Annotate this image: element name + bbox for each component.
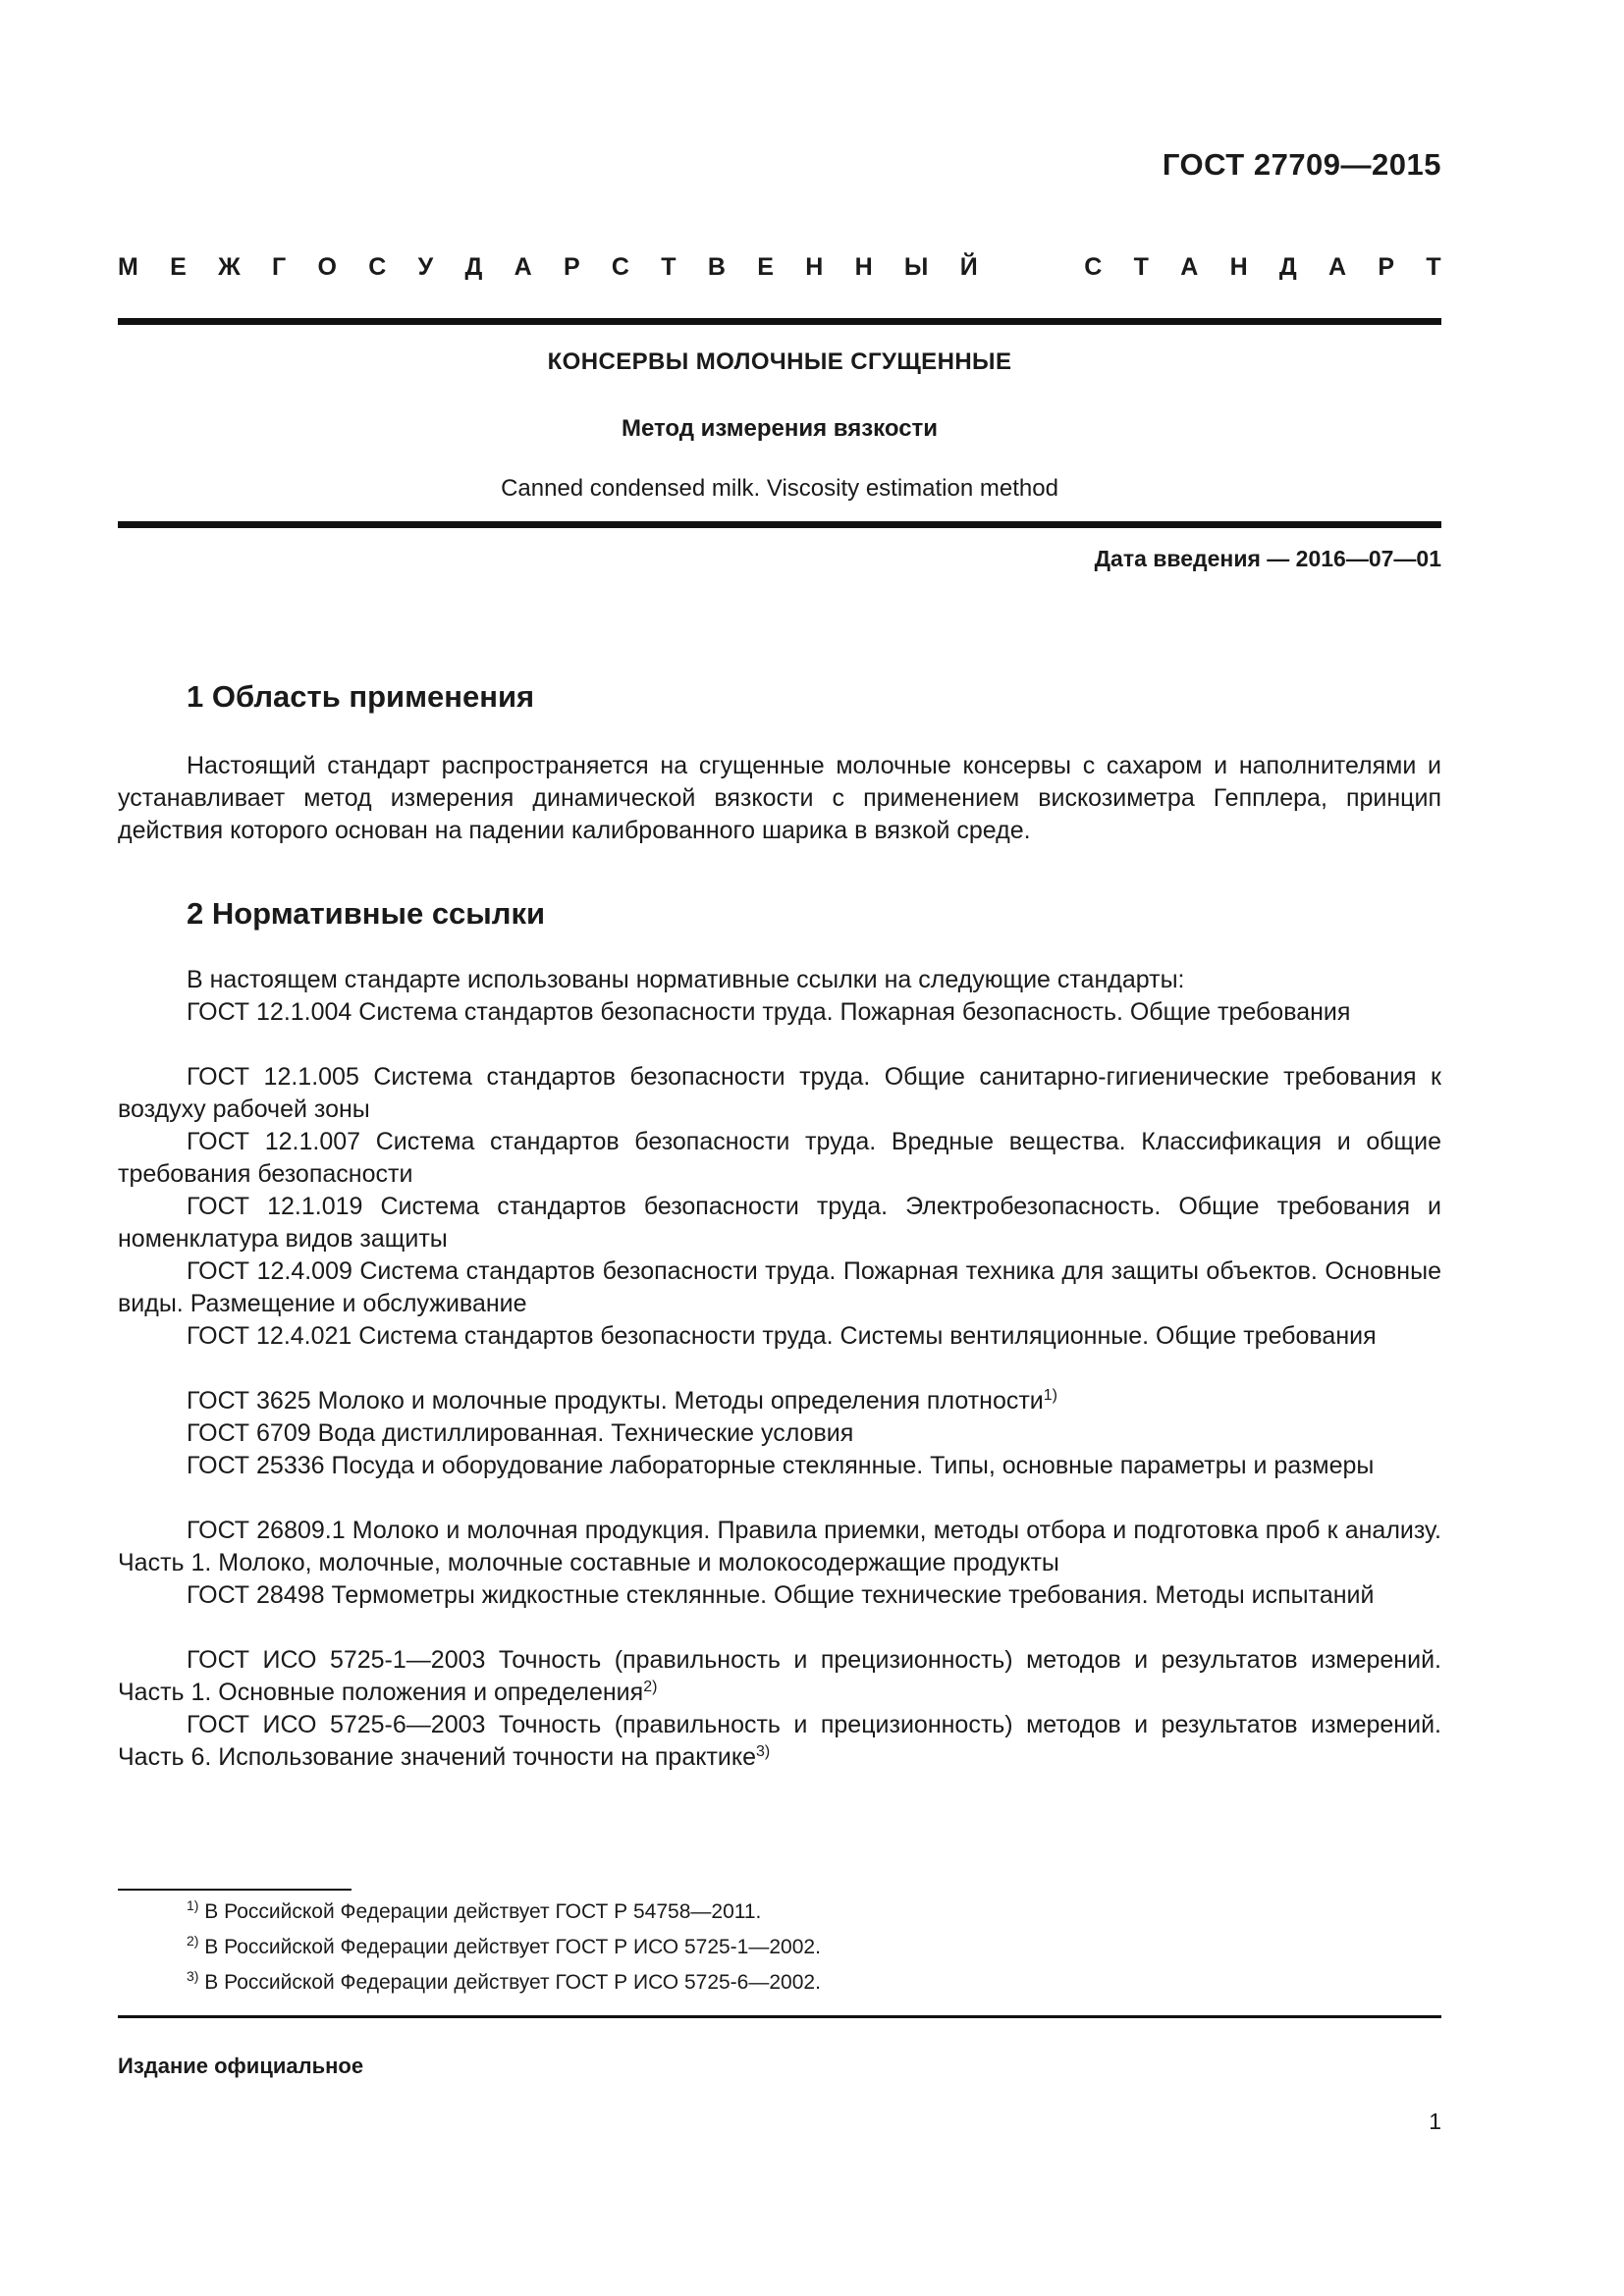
footnote-separator	[118, 1889, 352, 1891]
standard-type-letter: В	[707, 253, 726, 281]
reference-item: ГОСТ 12.4.021 Система стандартов безопасности труда. Системы вентиляционные. Общие требования	[187, 1322, 1377, 1350]
standard-type-letter: А	[1328, 253, 1347, 281]
section-heading-scope: 1 Область применения	[187, 679, 535, 714]
standard-type-letter: Р	[1378, 253, 1395, 281]
footnote-mark: 3)	[187, 1968, 199, 1984]
footnote-marker: 2)	[643, 1679, 658, 1695]
standard-type-letter: С	[1084, 253, 1103, 281]
standard-type-letter: Н	[854, 253, 873, 281]
page-number: 1	[1429, 2109, 1441, 2134]
scope-paragraph: Настоящий стандарт распространяется на сгущенные молочные консервы с сахаром и наполнителями и устанавливает метод измерения динамической вязкости с применением вискозиметра Гепплера, принцип действия которого основан на падении калиброванного шарика в вязкой среде.	[118, 752, 1441, 844]
standard-type-letter: Й	[959, 253, 978, 281]
standard-type-letter: Д	[464, 253, 483, 281]
document-title: КОНСЕРВЫ МОЛОЧНЫЕ СГУЩЕННЫЕ	[547, 348, 1012, 375]
footnote: $^{2)}$ В Российской Федерации действует ГОСТ Р ИСО 5725-1—2002.	[187, 1933, 821, 1958]
document-number: ГОСТ 27709—2015	[1162, 147, 1441, 182]
reference-item: ГОСТ 6709 Вода дистиллированная. Технические условия	[187, 1419, 854, 1447]
document-subtitle: Метод измерения вязкости	[621, 415, 939, 442]
standard-type-word-gap	[1009, 253, 1053, 282]
edition-label: Издание официальное	[118, 2054, 364, 2078]
standard-type-letter: Р	[563, 253, 580, 281]
reference-item: ГОСТ 28498 Термометры жидкостные стеклянные. Общие технические требования. Методы испытаний	[187, 1581, 1375, 1609]
reference-item: ГОСТ 12.4.009 Система стандартов безопасности труда. Пожарная техника для защиты объектов. Основные виды. Размещение и обслуживание	[118, 1257, 1441, 1317]
reference-item: ГОСТ ИСО 5725-1—2003 Точность (правильность и прецизионность) методов и результатов измерений. Часть 1. Основные положения и определения$^{2)}$	[118, 1646, 1441, 1706]
standard-type-letter: Г	[272, 253, 287, 281]
standard-type-letter: Е	[757, 253, 774, 281]
standard-type-letter: А	[1180, 253, 1199, 281]
reference-item: ГОСТ 12.1.019 Система стандартов безопасности труда. Электробезопасность. Общие требования и номенклатура видов защиты	[118, 1193, 1441, 1253]
reference-item: ГОСТ 12.1.004 Система стандартов безопасности труда. Пожарная безопасность. Общие требования	[187, 998, 1351, 1026]
footnote: $^{3)}$ В Российской Федерации действует ГОСТ Р ИСО 5725-6—2002.	[187, 1968, 821, 1994]
standard-type-letter: Т	[1426, 253, 1441, 281]
footnote-marker: 3)	[755, 1743, 771, 1760]
footnote-marker: 1)	[1043, 1387, 1058, 1404]
standard-type-letter: С	[368, 253, 387, 281]
standard-type-letter: Н	[1229, 253, 1248, 281]
standard-type-letter: А	[514, 253, 532, 281]
standard-type-letter: У	[417, 253, 434, 281]
standard-type-heading	[118, 253, 1441, 282]
title-divider	[118, 521, 1441, 528]
standard-type-letter: Е	[170, 253, 187, 281]
footnote-mark: 2)	[187, 1933, 199, 1949]
document-title-english: Canned condensed milk. Viscosity estimation method	[501, 475, 1058, 502]
reference-item: ГОСТ 26809.1 Молоко и молочная продукция. Правила приемки, методы отбора и подготовка проб к анализу. Часть 1. Молоко, молочные, молочные составные и молокосодержащие продукты	[118, 1517, 1441, 1576]
reference-item: ГОСТ ИСО 5725-6—2003 Точность (правильность и прецизионность) методов и результатов измерений. Часть 6. Использование значений точности на практике$^{3)}$	[118, 1711, 1441, 1771]
standard-type-letter: С	[611, 253, 629, 281]
introduction-date: Дата введения — 2016—07—01	[1094, 546, 1441, 571]
standard-type-letter: Ж	[218, 253, 241, 281]
reference-item: ГОСТ 12.1.005 Система стандартов безопасности труда. Общие санитарно-гигиенические требования к воздуху рабочей зоны	[118, 1063, 1441, 1123]
reference-item: ГОСТ 25336 Посуда и оборудование лабораторные стеклянные. Типы, основные параметры и размеры	[187, 1452, 1375, 1479]
standard-type-letter: Д	[1278, 253, 1297, 281]
footer-divider	[118, 2015, 1441, 2018]
standard-type-letter: Т	[661, 253, 677, 281]
footnote-mark: 1)	[187, 1897, 199, 1913]
reference-item: ГОСТ 3625 Молоко и молочные продукты. Методы определения плотности$^{1)}$	[187, 1387, 1058, 1415]
standard-type-letter: М	[118, 253, 138, 281]
standard-type-letter: Ы	[903, 253, 929, 281]
reference-item: ГОСТ 12.1.007 Система стандартов безопасности труда. Вредные вещества. Классификация и общие требования безопасности	[118, 1128, 1441, 1188]
references-intro: В настоящем стандарте использованы нормативные ссылки на следующие стандарты:	[187, 966, 1185, 993]
standard-type-letter: Н	[805, 253, 824, 281]
header-divider	[118, 318, 1441, 325]
standard-type-letter: О	[317, 253, 337, 281]
section-heading-references: 2 Нормативные ссылки	[187, 896, 546, 931]
standard-type-letter: Т	[1133, 253, 1149, 281]
footnote: $^{1)}$ В Российской Федерации действует ГОСТ Р 54758—2011.	[187, 1897, 762, 1923]
